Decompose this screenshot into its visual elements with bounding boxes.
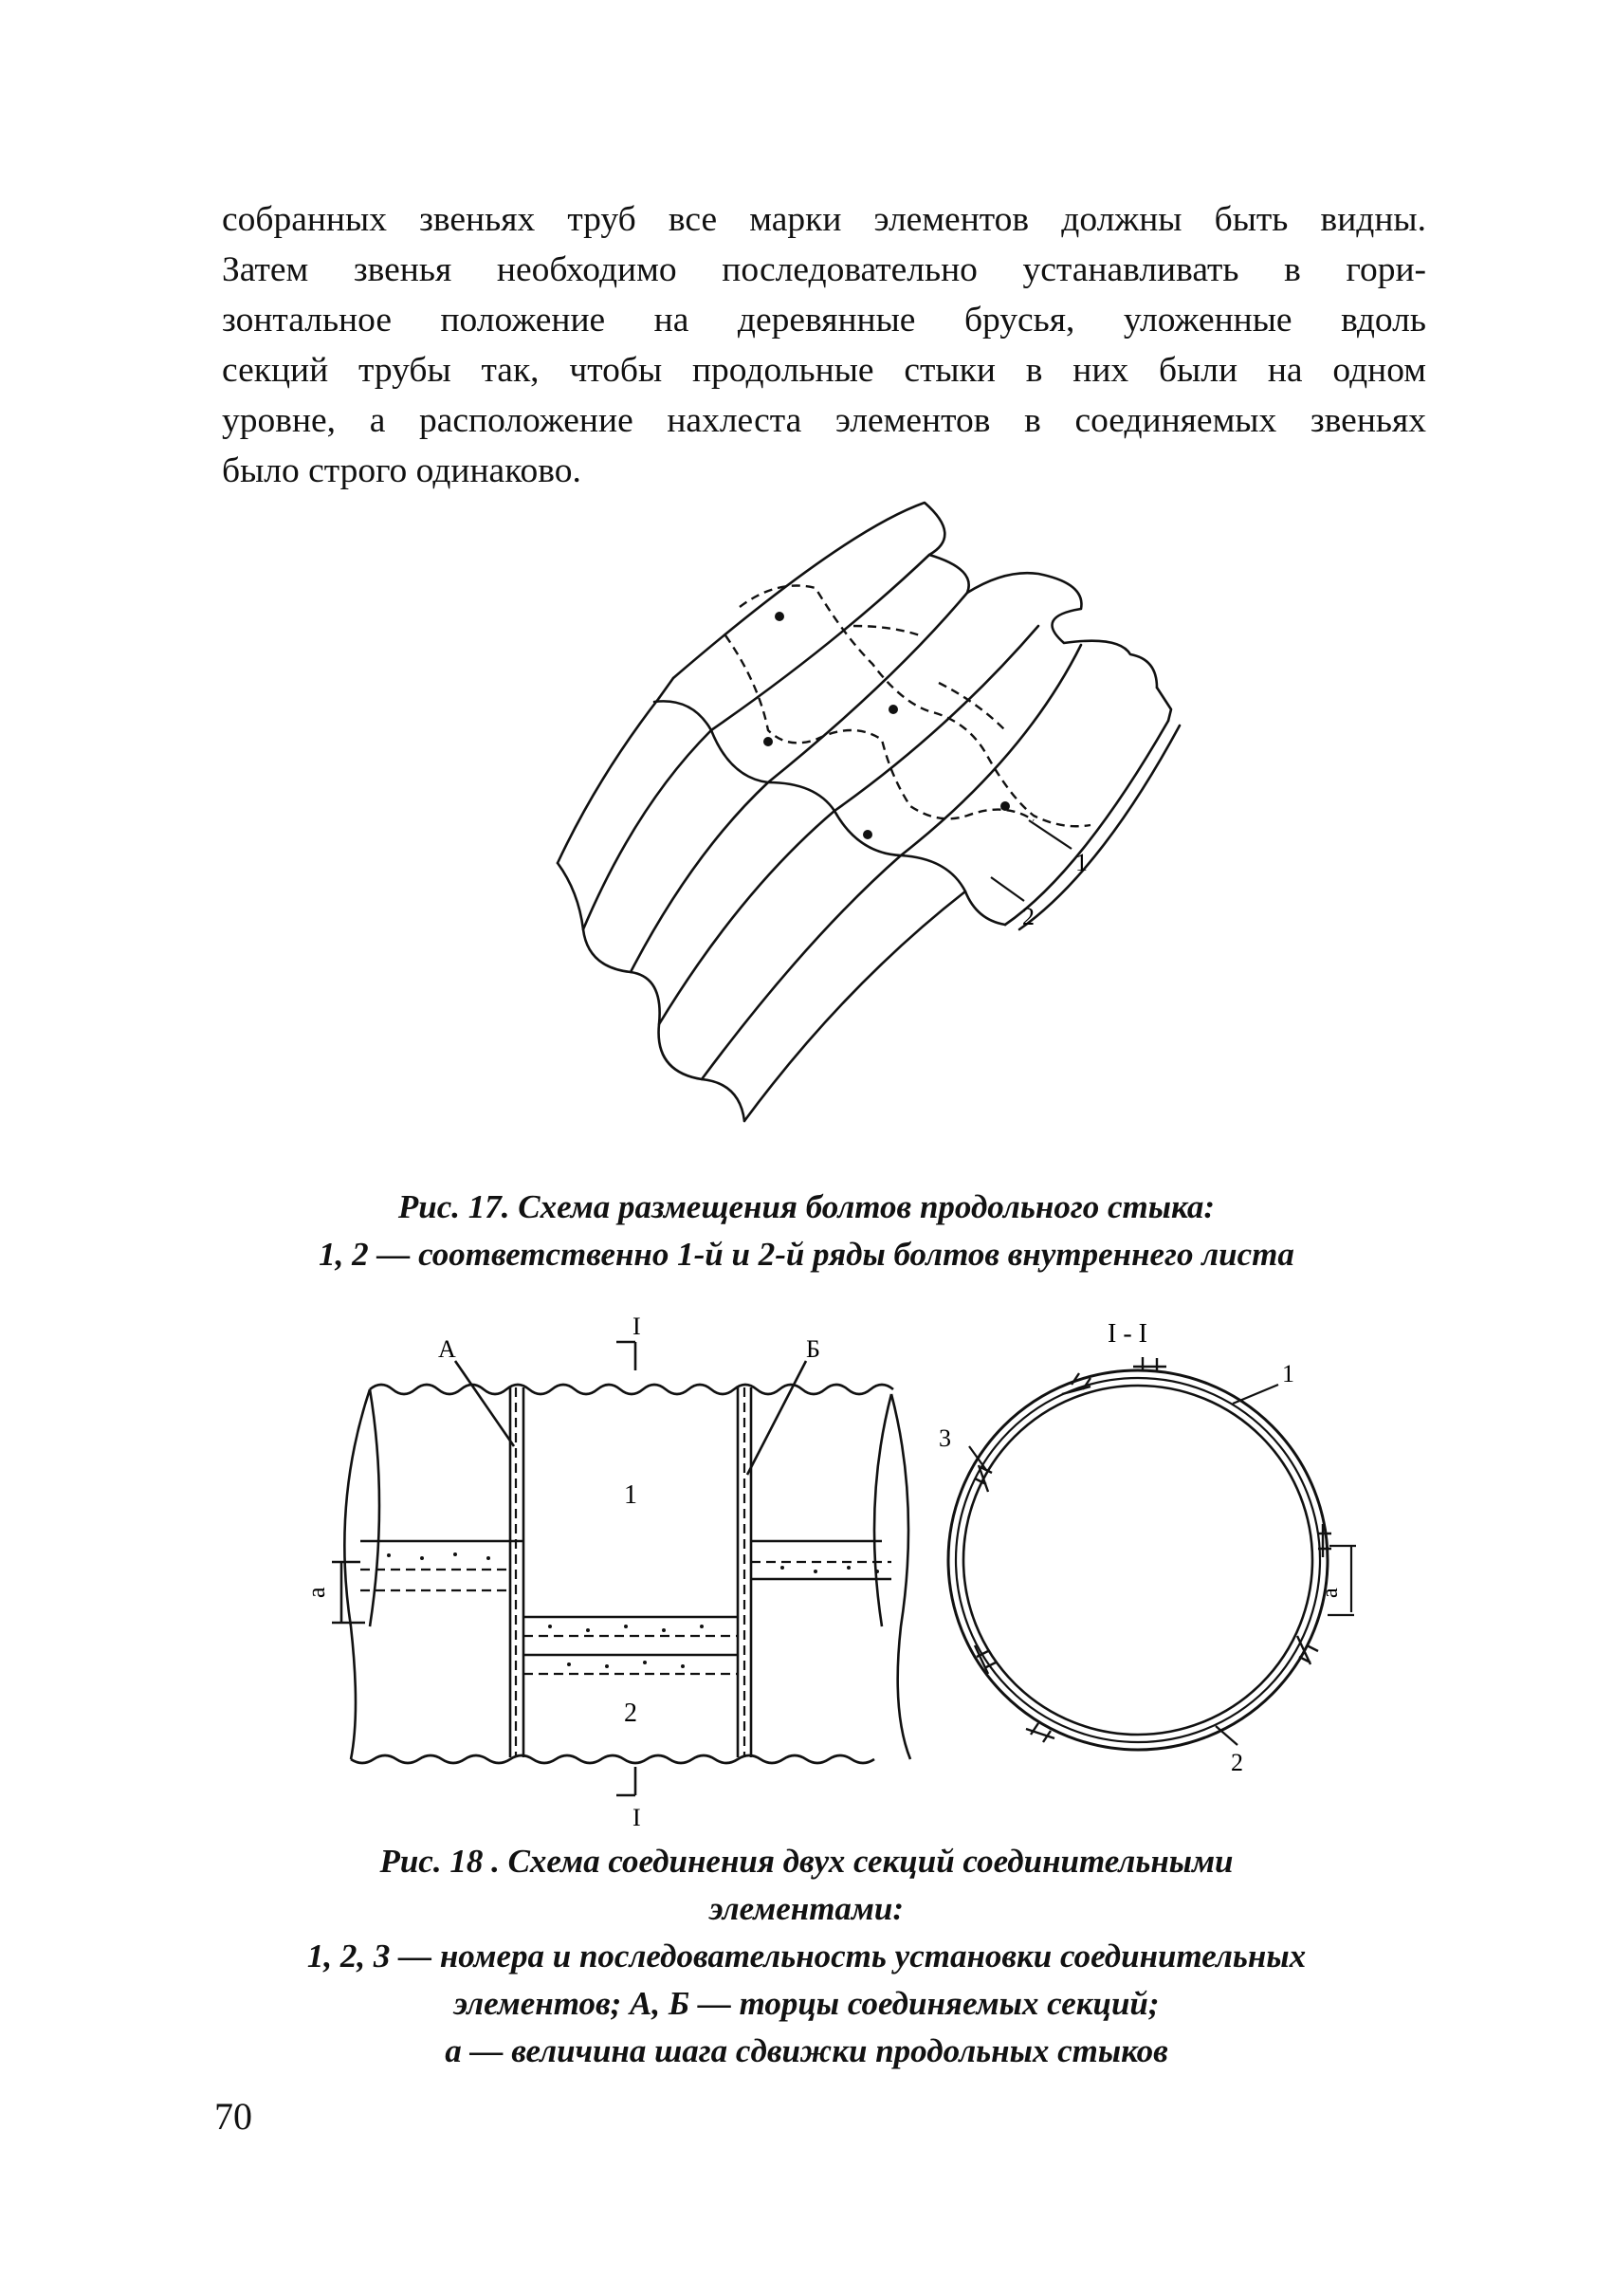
caption-line: элементами: (708, 1890, 905, 1927)
paragraph-line: было строго одинаково. (222, 451, 581, 490)
sheet-bottom-edge (558, 863, 744, 1121)
label-row2: 2 (1022, 903, 1035, 930)
figure-17-corrugated-sheet (531, 493, 1195, 1119)
paragraph-line: собранных звеньях труб все марки элементов должны быть видны. (222, 200, 1426, 239)
label-shift-a: а (302, 1587, 330, 1598)
figure-17-caption (0, 1184, 1613, 1278)
label-ring3: 3 (939, 1424, 951, 1452)
caption-line: а — величина шага сдвижки продольных стыков (445, 2032, 1168, 2069)
caption-line: 1, 2, 3 — номера и последовательность установки соединительных (306, 1938, 1307, 1975)
bolt-dot (1000, 801, 1010, 811)
bolt-points (763, 612, 1010, 839)
ring-mid (956, 1378, 1320, 1742)
bolt-dot (763, 737, 773, 746)
label-section-bottom: I (632, 1804, 641, 1831)
caption-line: 1, 2 — соответственно 1-й и 2-й ряды болтов внутреннего листа (319, 1236, 1294, 1273)
label-end-a: А (438, 1335, 456, 1363)
bolt-row-1-line (740, 586, 1091, 827)
figure-18-ring-section (920, 1313, 1366, 1776)
label-ring1: 1 (1282, 1360, 1294, 1387)
paragraph-line: зонтальное положение на деревянные брусья, уложенные вдоль (222, 301, 1426, 340)
paragraph-line: уровне, а расположение нахлеста элементов в соединяемых звеньях (222, 401, 1426, 440)
label-section-top: I (632, 1313, 641, 1340)
label-ring-a: а (1318, 1588, 1343, 1598)
bolt-dot (863, 830, 872, 839)
caption-line: элементов; А, Б — торцы соединяемых секций; (453, 1985, 1160, 2022)
ring-outer (948, 1370, 1328, 1750)
label-row1: 1 (1075, 849, 1088, 876)
pipe-top-edge (370, 1385, 893, 1394)
sheet-right-edge (1005, 721, 1168, 925)
label-element1: 1 (624, 1480, 637, 1510)
label-end-b: Б (806, 1335, 820, 1363)
paragraph-line: секций трубы так, чтобы продольные стыки в них были на одном (222, 351, 1426, 390)
bolt-dot (889, 705, 898, 714)
body-paragraph (222, 194, 1426, 496)
label-element2: 2 (624, 1699, 637, 1728)
bolt-row-2-line (725, 635, 1034, 820)
label-ring2: 2 (1231, 1749, 1243, 1776)
paragraph-line: Затем звенья необходимо последовательно устанавливать в гори- (222, 250, 1426, 289)
figure-18-pipe-joint (302, 1313, 929, 1845)
caption-line: Рис. 18 . Схема соединения двух секций соединительными (379, 1843, 1234, 1880)
page-number: 70 (214, 2095, 252, 2138)
pipe-bottom-edge (351, 1755, 874, 1763)
figure-18-caption (0, 1838, 1613, 2075)
caption-line: Рис. 17. Схема размещения болтов продольного стыка: (397, 1188, 1216, 1225)
bolt-dot (775, 612, 784, 621)
sheet-top-edge (673, 503, 1157, 688)
ring-inner (963, 1386, 1312, 1735)
label-section-title: I - I (1108, 1319, 1147, 1349)
